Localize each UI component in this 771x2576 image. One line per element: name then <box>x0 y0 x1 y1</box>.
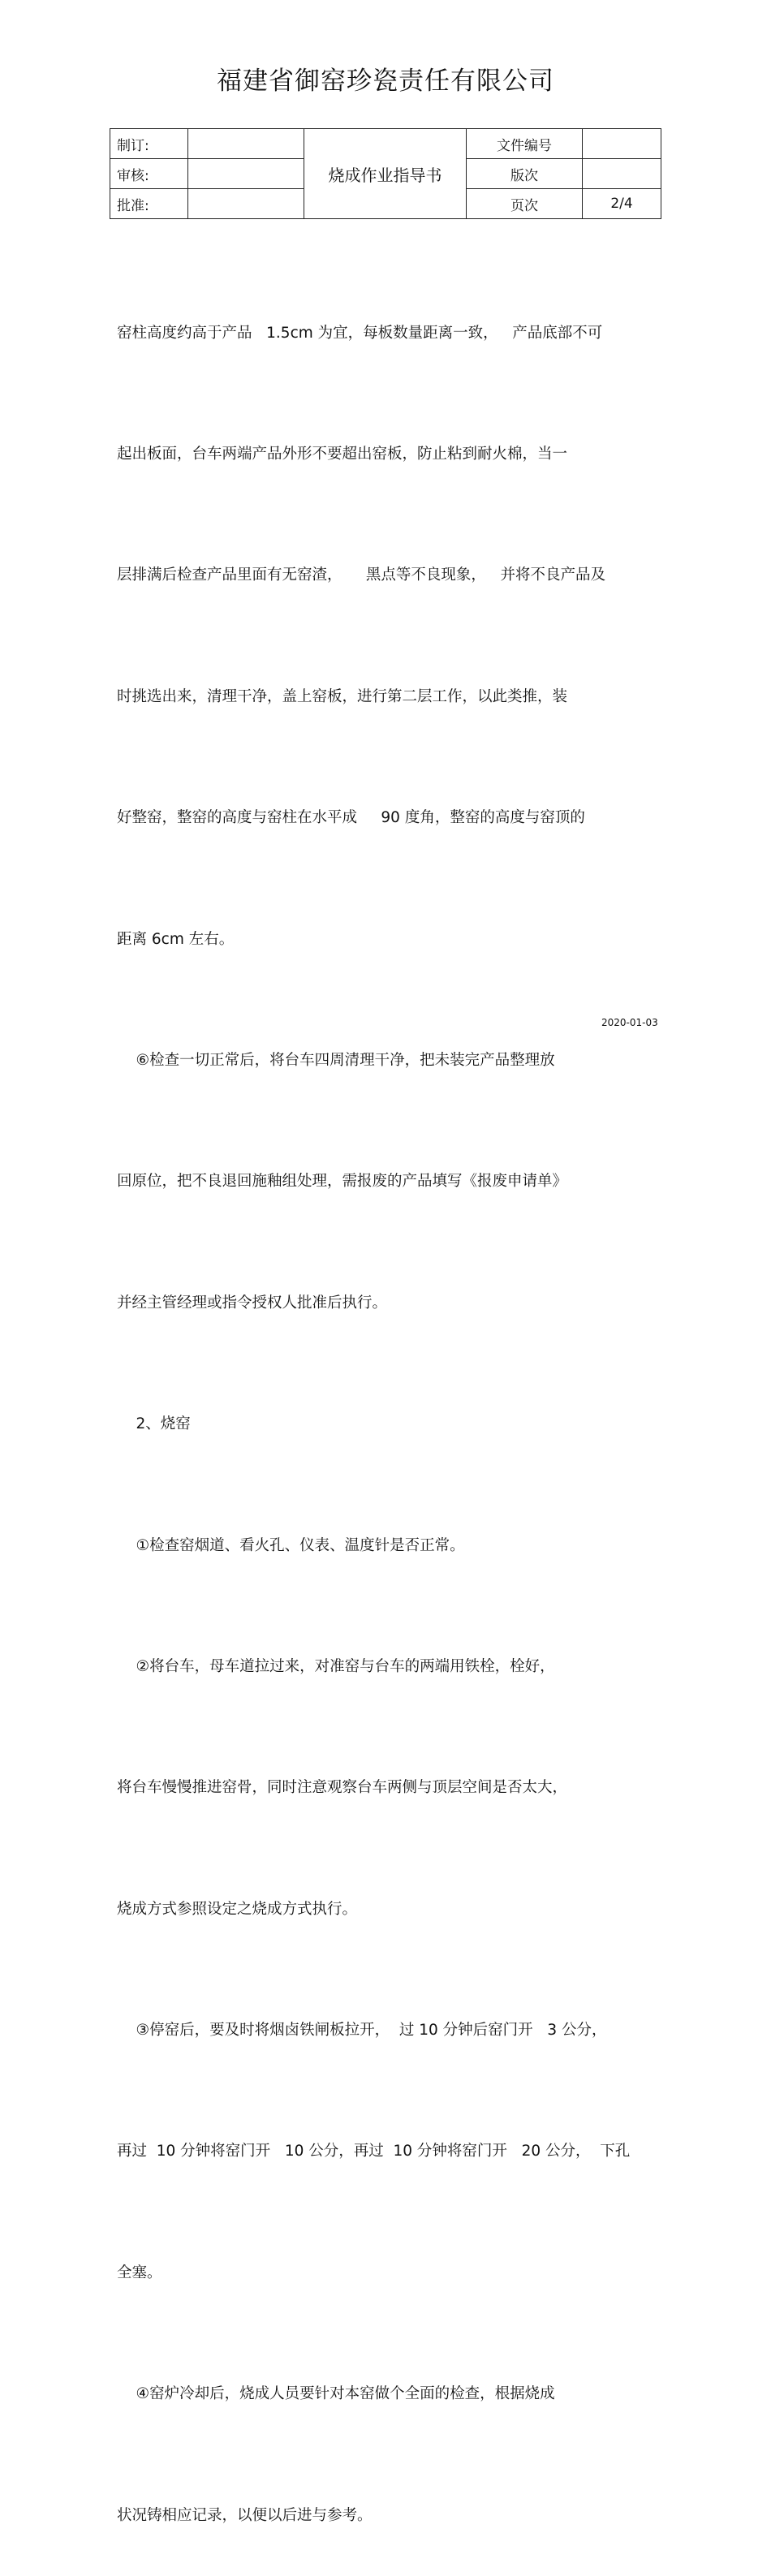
document-header-table <box>110 128 661 219</box>
body-line: 回原位，把不良退回施釉组处理，需报废的产品填写《报废申请单》 <box>117 1173 568 1191</box>
body-line: 好整窑，整窑的高度与窑柱在水平成 90 度角，整窑的高度与窑顶的 <box>117 809 585 827</box>
header-row-made <box>110 129 661 159</box>
approve-label: 批准: <box>110 189 188 219</box>
version-label: 版次 <box>467 159 583 189</box>
body-line: 窑柱高度约高于产品 1.5cm 为宜，每板数量距离一致， 产品底部不可 <box>117 324 603 342</box>
body-line: 状况铸相应记录，以便以后进与参考。 <box>117 2506 373 2524</box>
company-title: 福建省御窑珍瓷责任有限公司 <box>217 67 554 96</box>
body-line: 将台车慢慢推进窑骨，同时注意观察台车两侧与顶层空间是否太大， <box>117 1779 568 1797</box>
body-line: 全塞。 <box>117 2264 162 2281</box>
review-value <box>188 159 304 189</box>
made-value <box>188 129 304 159</box>
body-line: ④窑炉冷却后，烧成人员要针对本窑做个全面的检查，根据烧成 <box>117 2385 555 2403</box>
body-line: 时挑选出来，清理干净，盖上窑板，进行第二层工作，以此类推，装 <box>117 687 568 705</box>
body-line: ①检查窑烟道、看火孔、仪表、温度针是否正常。 <box>117 1536 465 1554</box>
made-label: 制订: <box>110 129 188 159</box>
file-no-label: 文件编号 <box>467 129 583 159</box>
body-line: ⑥检查一切正常后，将台车四周清理干净，把未装完产品整理放 <box>117 1051 555 1069</box>
section-heading: 2、烧窑 <box>117 1415 191 1433</box>
footer-date: 2020-01-03 <box>601 1017 658 1028</box>
body-line: 烧成方式参照设定之烧成方式执行。 <box>117 1900 358 1918</box>
body-text <box>117 232 669 2576</box>
page-label: 页次 <box>467 189 583 219</box>
version-value <box>583 159 661 189</box>
body-line: ③停窑后，要及时将烟卤铁闸板拉开， 过 10 分钟后窑门开 3 公分， <box>117 2022 607 2040</box>
body-line: 起出板面，台车两端产品外形不要超出窑板，防止粘到耐火棉，当一 <box>117 445 568 463</box>
body-line: 再过 10 分钟将窑门开 10 公分，再过 10 分钟将窑门开 20 公分， 下孔 <box>117 2143 631 2160</box>
review-label: 审核: <box>110 159 188 189</box>
body-line: 距离 6cm 左右。 <box>117 930 235 948</box>
file-no-value <box>583 129 661 159</box>
doc-title: 烧成作业指导书 <box>304 129 467 219</box>
body-line: ②将台车，母车道拉过来，对准窑与台车的两端用铁栓，栓好， <box>117 1657 555 1675</box>
approve-value <box>188 189 304 219</box>
body-line: 并经主管经理或指令授权人批准后执行。 <box>117 1294 388 1312</box>
body-line: 层排满后检查产品里面有无窑渣， 黑点等不良现象， 并将不良产品及 <box>117 566 606 584</box>
page-value: 2/4 <box>583 189 661 219</box>
